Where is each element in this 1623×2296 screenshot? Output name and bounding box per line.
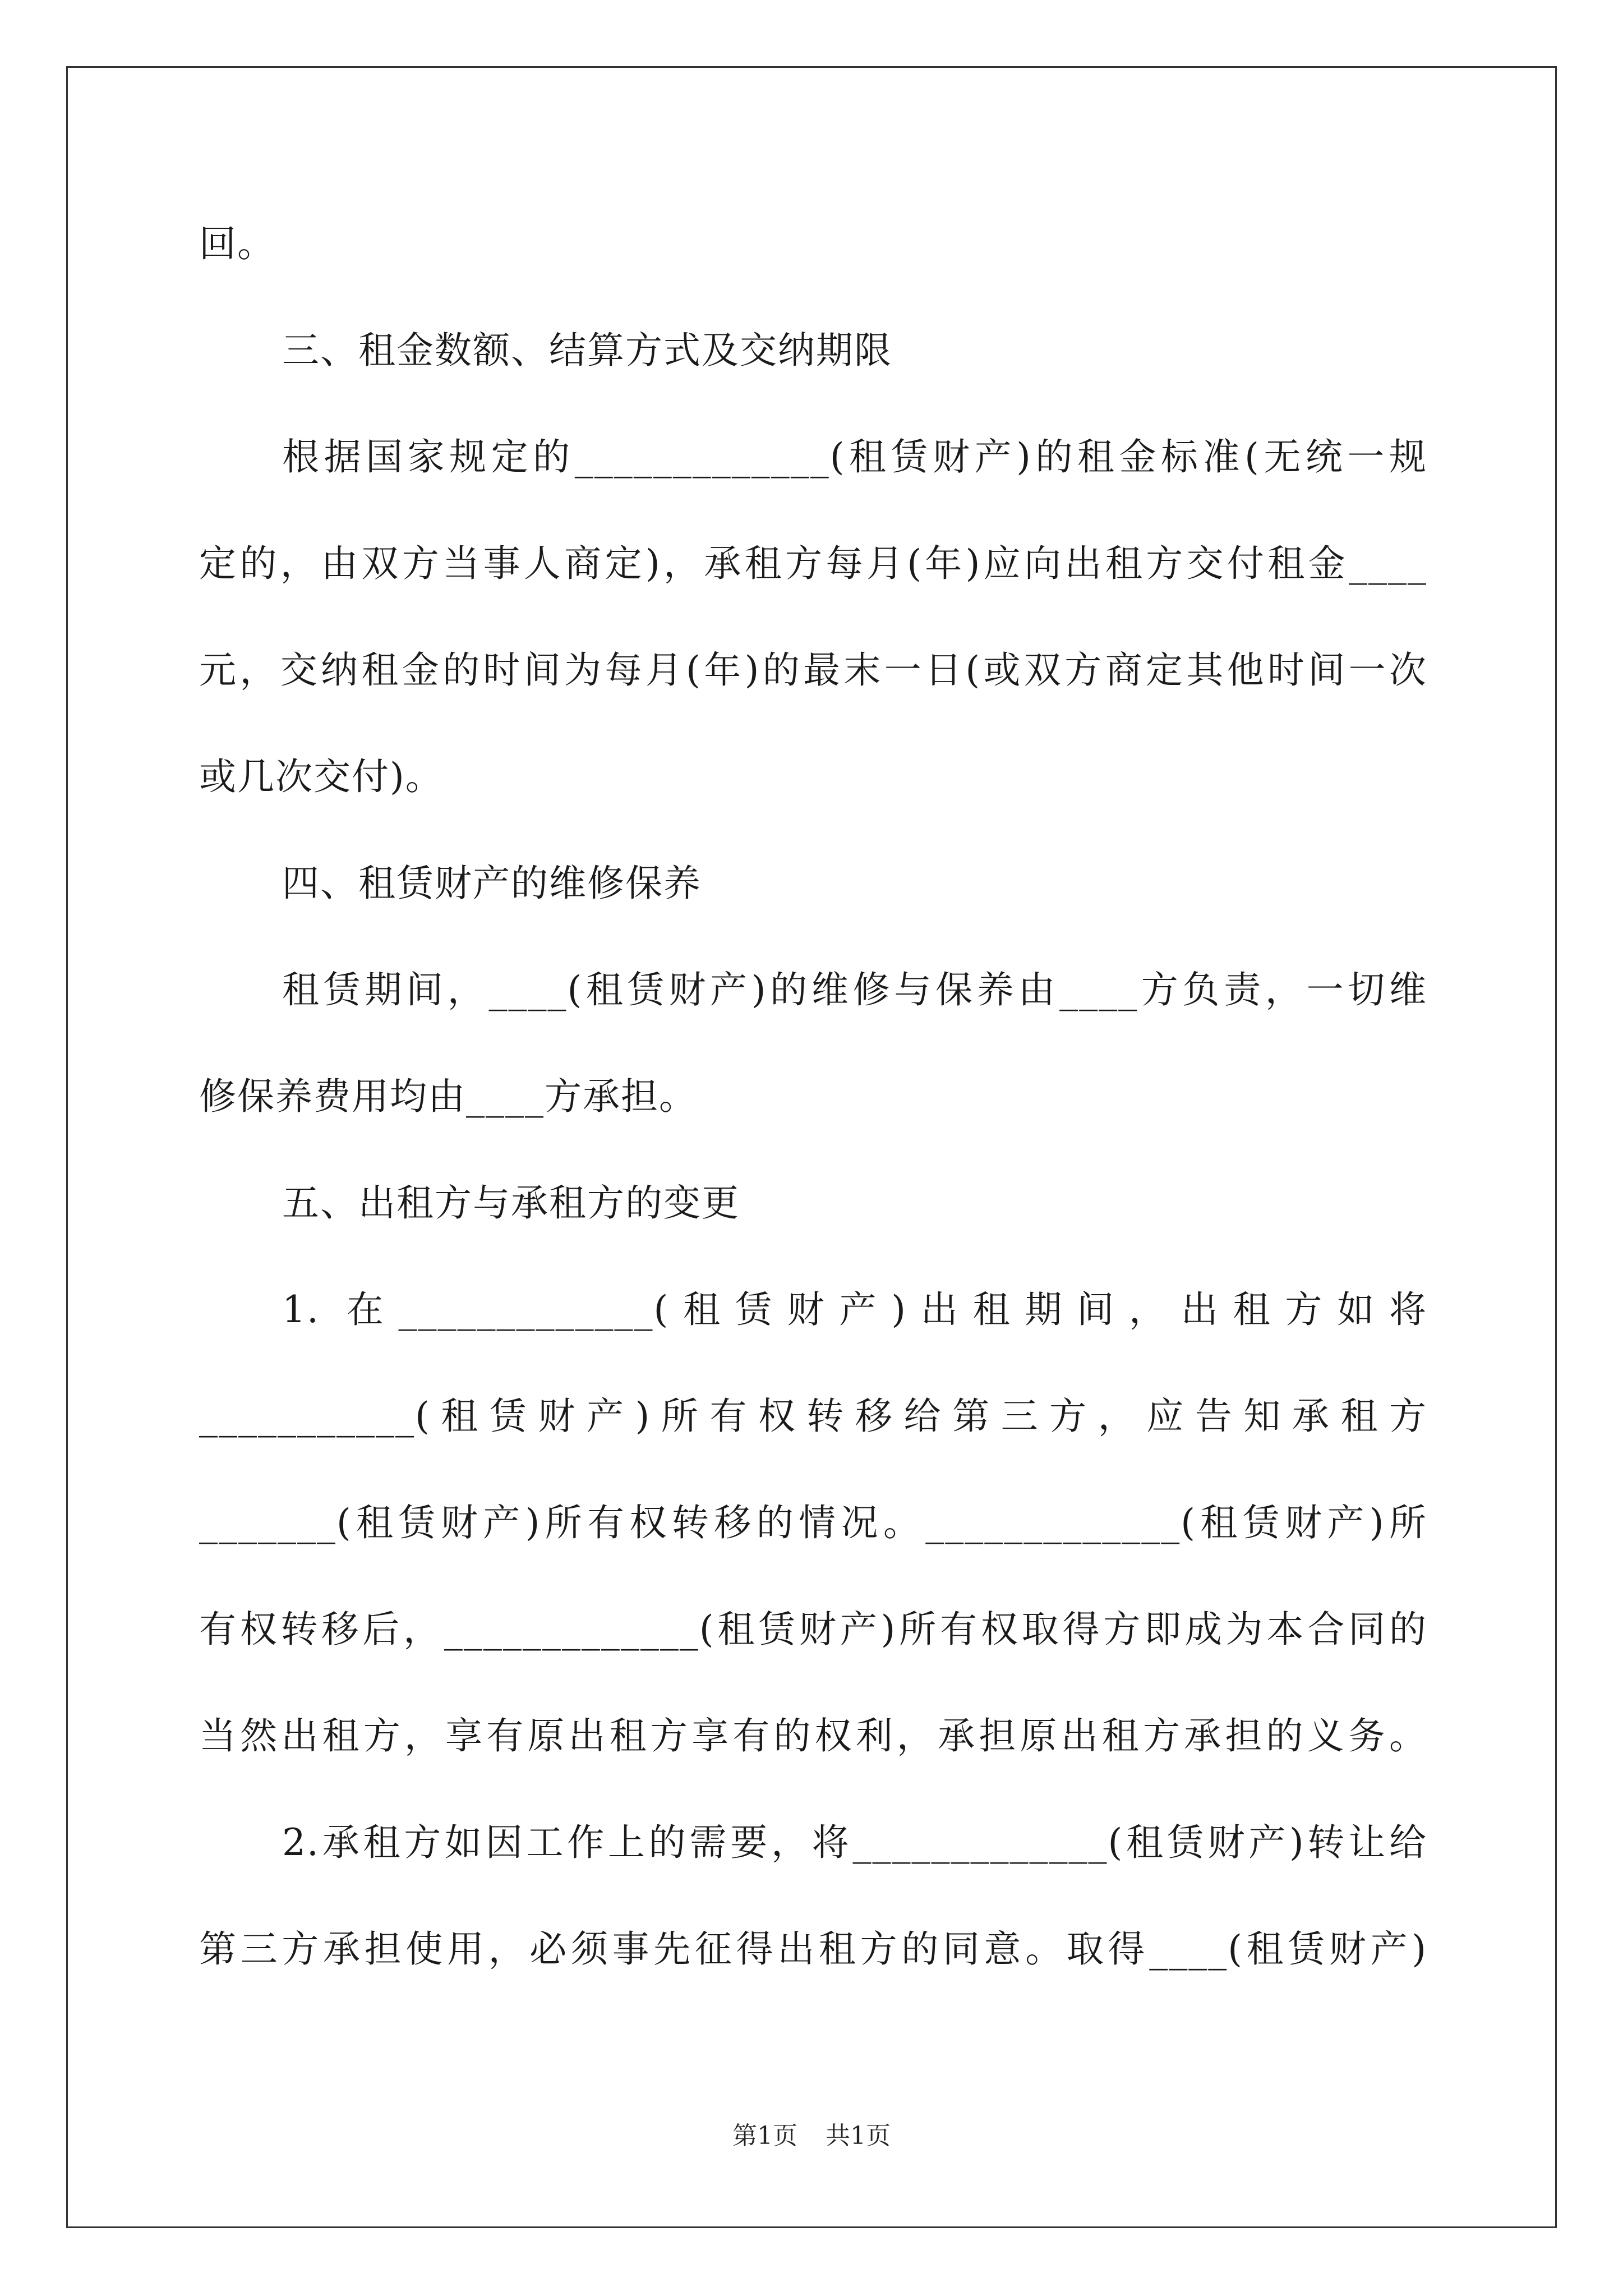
paragraph-line: 租赁期间，____(租赁财产)的维修与保养由____方负责，一切维 [282, 968, 1427, 1011]
page-border [66, 66, 1557, 2228]
paragraph-line: 有权转移后，_____________(租赁财产)所有权取得方即成为本合同的 [199, 1608, 1427, 1651]
paragraph-line: 2.承租方如因工作上的需要，将_____________(租赁财产)转让给 [282, 1821, 1427, 1864]
paragraph-line: 或几次交付)。 [199, 755, 444, 798]
page-footer [0, 2120, 1623, 2152]
paragraph-line: 定的，由双方当事人商定)，承租方每月(年)应向出租方交付租金____ [199, 542, 1427, 585]
page-total: 共1页 [826, 2122, 891, 2150]
paragraph-line: 根据国家规定的_____________(租赁财产)的租金标准(无统一规 [282, 435, 1427, 478]
paragraph-line: 元，交纳租金的时间为每月(年)的最末一日(或双方商定其他时间一次 [199, 648, 1427, 692]
section-heading: 三、租金数额、结算方式及交纳期限 [282, 329, 892, 372]
paragraph-line: _______(租赁财产)所有权转移的情况。_____________(租赁财产)所 [199, 1501, 1427, 1544]
paragraph-line: 回。 [199, 222, 275, 265]
section-heading: 四、租赁财产的维修保养 [282, 862, 702, 905]
section-heading: 五、出租方与承租方的变更 [282, 1181, 740, 1225]
page-number: 第1页 [732, 2122, 797, 2150]
paragraph-line: 第三方承担使用，必须事先征得出租方的同意。取得____(租赁财产) [199, 1927, 1427, 1971]
paragraph-line: 当然出租方，享有原出租方享有的权利，承担原出租方承担的义务。 [199, 1714, 1427, 1757]
paragraph-line: ___________(租赁财产)所有权转移给第三方，应告知承租方 [199, 1395, 1427, 1438]
paragraph-line: 1. 在_____________(租赁财产)出租期间，出租方如将 [282, 1288, 1427, 1331]
paragraph-line: 修保养费用均由____方承担。 [199, 1075, 697, 1118]
